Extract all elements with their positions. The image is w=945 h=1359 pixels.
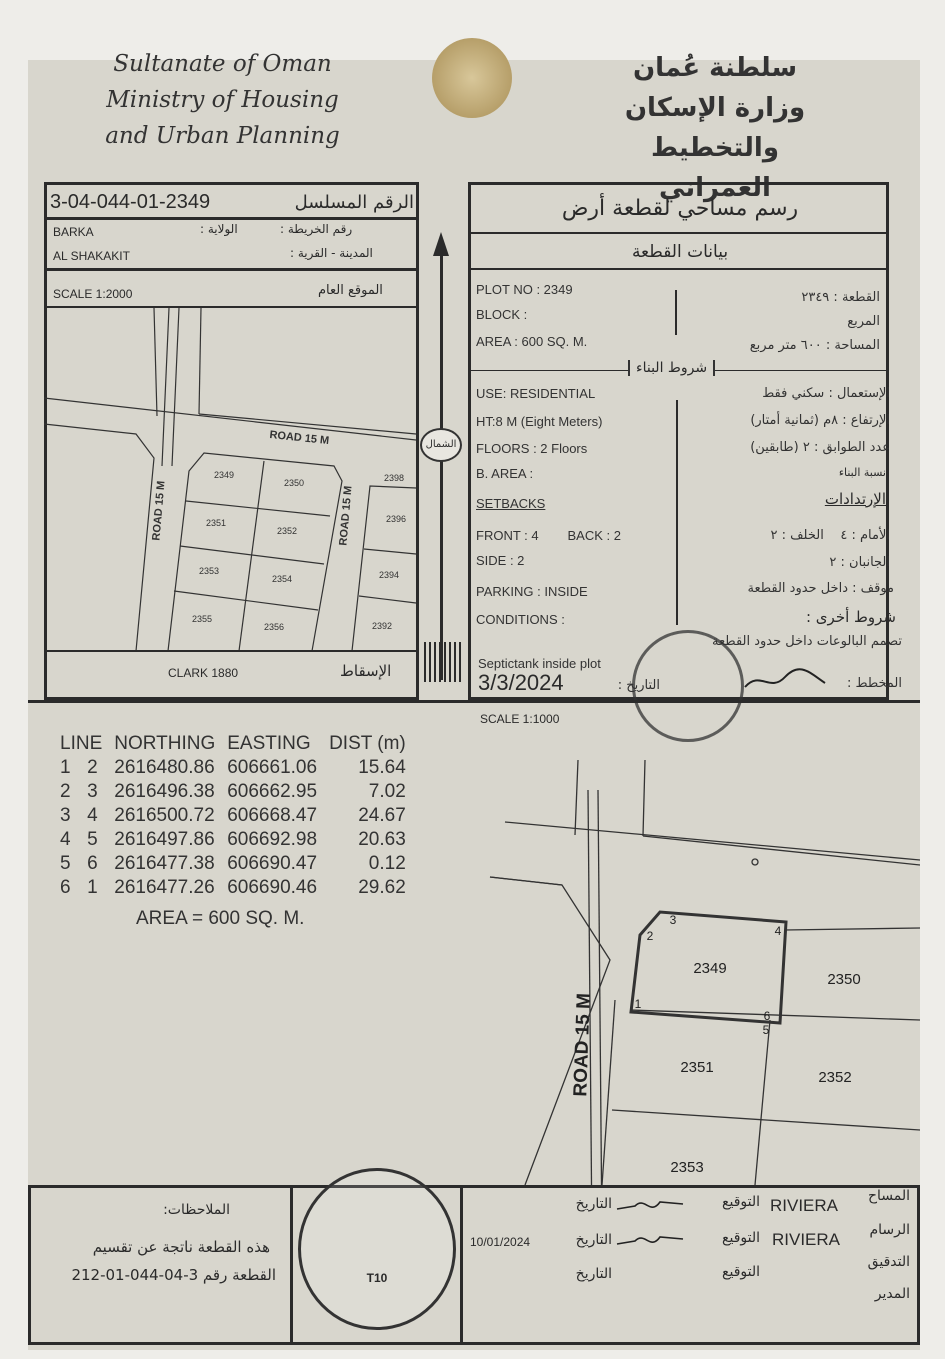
signature-label: التوقيع [722, 1194, 760, 1210]
plot-label: 2356 [263, 622, 285, 632]
cell: 3 [60, 805, 71, 826]
cell: 606692.98 [227, 829, 318, 850]
town-label: المدينة - القرية : [290, 246, 373, 260]
cell: 29.62 [358, 877, 406, 898]
plot-label: 2350 [283, 478, 305, 488]
table-row [54, 852, 412, 876]
cell: 0.12 [368, 853, 406, 874]
serial-number: 3-04-044-01-2349 [50, 190, 211, 213]
land-use: USE: RESIDENTIAL [476, 386, 596, 401]
notes-text: هذه القطعة ناتجة عن تقسيم [92, 1238, 270, 1256]
height-limit: HT:8 M (Eight Meters) [476, 414, 603, 429]
plot-line [612, 1110, 920, 1130]
plot-label: 2353 [670, 1159, 704, 1176]
plot-line [359, 596, 416, 603]
plot-line [785, 928, 920, 930]
plot-label: 2349 [693, 960, 727, 977]
notes-label: الملاحظات: [163, 1202, 230, 1218]
official-stamp [632, 630, 744, 742]
divider [468, 232, 889, 234]
plot-area: AREA : 600 SQ. M. [476, 334, 588, 349]
planner-signature [740, 665, 830, 695]
road-edge [199, 414, 416, 434]
date-label: التاريخ : [617, 678, 660, 693]
parking: PARKING : INSIDE [476, 584, 588, 599]
table-row [54, 780, 412, 804]
cell: 20.63 [358, 829, 406, 850]
cell: 2616480.86 [114, 757, 215, 778]
side-setback: SIDE : 2 [476, 553, 525, 568]
surveyor-name: RIVIERA [770, 1196, 839, 1215]
vertex-label: 1 [634, 997, 642, 1011]
road-edge [575, 760, 578, 835]
road-edge [199, 308, 201, 414]
table-row [54, 804, 412, 828]
planner-label: المخطط : [847, 676, 902, 691]
divider [44, 217, 419, 220]
floors-arabic: عدد الطوابق : ٢ (طابقين) [750, 440, 890, 455]
signature-label: التوقيع [722, 1230, 760, 1246]
road-edge [588, 790, 592, 1185]
vertex-label: 3 [669, 913, 677, 927]
projection-value: CLARK 1880 [168, 666, 239, 680]
cell: 2616500.72 [114, 805, 215, 826]
vertex-label: 2 [646, 929, 654, 943]
road-label: ROAD 15 M [150, 480, 168, 542]
road-edge [643, 760, 645, 836]
notes-text: القطعة رقم 3-04-044-01-212 [71, 1266, 276, 1284]
cell: 5 [60, 853, 71, 874]
plot-line [755, 1020, 770, 1185]
header-line: Ministry of Housing [106, 87, 339, 113]
plot-number-arabic: القطعة : ٢٣٤٩ [801, 290, 880, 305]
north-arrow-head-icon [433, 232, 449, 256]
septic-condition: Septictank inside plot [478, 656, 601, 671]
cell: 606690.47 [227, 853, 318, 874]
plot-label: 2351 [205, 518, 227, 528]
north-arrow-base-icon [424, 642, 462, 682]
road-edge [154, 308, 157, 416]
total-area: AREA = 600 SQ. M. [136, 908, 305, 929]
survey-point [752, 859, 758, 865]
location-map-label: الموقع العام [318, 283, 383, 298]
building-area: B. AREA : [476, 466, 534, 481]
drafter-label: الرسام [869, 1222, 910, 1238]
cell: 2 [87, 757, 98, 778]
road-label: ROAD 15 M [570, 992, 595, 1097]
cell: 3 [87, 781, 98, 802]
surveyor-signatures [615, 1194, 685, 1254]
planner-date: 3/3/2024 [478, 670, 564, 695]
divider [290, 1185, 293, 1345]
land-use-arabic: الإستعمال : سكني فقط [762, 386, 890, 401]
road-edge [172, 308, 179, 466]
divider [675, 290, 677, 335]
cell: 7.02 [368, 781, 406, 802]
plot-line [364, 549, 416, 554]
vertex-label: 6 [763, 1009, 771, 1023]
detail-plot-map [470, 740, 920, 1185]
parking-arabic: موقف : داخل حدود القطعة [747, 581, 894, 596]
conditions-label: CONDITIONS : [476, 612, 565, 627]
road-label: ROAD 15 M [337, 485, 355, 547]
header-line: وزارة الإسكان [624, 93, 806, 123]
column-header: LINE [60, 733, 103, 754]
divider [676, 400, 678, 625]
cell: 606668.47 [227, 805, 318, 826]
divider [44, 268, 419, 271]
cell: 15.64 [358, 757, 406, 778]
surveyor-label: المساح [867, 1188, 910, 1204]
cell: 2616496.38 [114, 781, 215, 802]
document-title: رسم مساحي لقطعة أرض [561, 196, 799, 221]
vertex-label: 5 [762, 1023, 770, 1037]
other-conditions-arabic: شروط أخرى : [805, 608, 896, 626]
plot-label: 2394 [378, 570, 400, 580]
setbacks-heading-arabic: الإرتدادات [824, 490, 886, 508]
header-line: and Urban Planning [105, 123, 340, 149]
plot-label: 2355 [191, 614, 213, 624]
plot-label: 2398 [383, 473, 405, 483]
plot-label: 2392 [371, 621, 393, 631]
plot-number: PLOT NO : 2349 [476, 282, 573, 297]
stamp-code: T10 [366, 1271, 388, 1285]
floors: FLOORS : 2 Floors [476, 441, 588, 456]
divider [28, 700, 920, 703]
date-label: التاريخ [575, 1196, 612, 1212]
setbacks-heading: SETBACKS [476, 496, 546, 511]
cell: 6 [87, 853, 98, 874]
detail-map-scale: SCALE 1:1000 [480, 712, 560, 726]
projection-label: الإسقاط [340, 662, 392, 680]
cell: 24.67 [358, 805, 406, 826]
plot-area-arabic: المساحة : ٦٠٠ متر مربع [749, 338, 880, 353]
table-header [54, 732, 412, 756]
road-edge [44, 398, 416, 440]
serial-label: الرقم المسلسل [294, 191, 414, 213]
town-value: AL SHAKAKIT [53, 249, 130, 263]
plot-label: 2353 [198, 566, 220, 576]
column-header: EASTING [227, 733, 311, 754]
cell: 1 [60, 757, 71, 778]
header-line: والتخطيط العمراني [651, 133, 779, 203]
plot-label: 2354 [271, 574, 293, 584]
column-header: DIST (m) [329, 733, 406, 754]
cell: 606690.46 [227, 877, 318, 898]
road-edge [643, 836, 920, 865]
header-line: سلطنة عُمان [632, 53, 798, 83]
cell: 4 [60, 829, 71, 850]
signature-label: التوقيع [722, 1264, 760, 1280]
septic-condition-arabic: تصمم البالوعات داخل حدود القطعة [712, 634, 902, 649]
manager-label: المدير [874, 1286, 910, 1302]
header-line: Sultanate of Oman [113, 51, 332, 77]
cell: 2616477.38 [114, 853, 215, 874]
wilayat-label: الولاية : [200, 222, 238, 236]
cell: 2616497.86 [114, 829, 215, 850]
cell: 5 [87, 829, 98, 850]
table-row [54, 756, 412, 780]
building-ratio-arabic: نسبة البناء [838, 466, 886, 479]
department-stamp [298, 1168, 456, 1330]
front-back-setbacks-arabic: الأمام : ٤ الخلف : ٢ [770, 528, 890, 543]
cell: 606662.95 [227, 781, 318, 802]
table-row [54, 876, 412, 900]
drafter-date: 10/01/2024 [470, 1235, 531, 1249]
road-edge [505, 822, 920, 860]
plot-label: 2352 [818, 1069, 852, 1086]
location-map-scale: SCALE 1:2000 [53, 287, 133, 301]
plot-label: 2396 [385, 514, 407, 524]
side-setback-arabic: الجانبان : ٢ [829, 555, 890, 570]
drafter-name: RIVIERA [772, 1230, 841, 1249]
plot-data-heading: بيانات القطعة [631, 242, 729, 262]
cell: 2616477.26 [114, 877, 215, 898]
road-edge [44, 424, 154, 651]
cell: 1 [87, 877, 98, 898]
north-label: الشمال [420, 428, 462, 462]
building-conditions-heading: شروط البناء [628, 360, 715, 376]
plot-line [602, 1000, 615, 1185]
height-limit-arabic: الإرتفاع : ٨م (ثمانية أمتار) [750, 413, 890, 428]
column-header: NORTHING [114, 733, 216, 754]
plot-label: 2350 [827, 971, 861, 988]
table-row [54, 828, 412, 852]
coordinates-table [54, 732, 412, 900]
plot-label: 2349 [213, 470, 235, 480]
cell: 2 [60, 781, 71, 802]
date-label: التاريخ [575, 1232, 612, 1248]
national-emblem-seal [432, 38, 512, 118]
location-map [44, 306, 419, 651]
plot-label: 2352 [276, 526, 298, 536]
date-label: التاريخ [575, 1266, 612, 1282]
wilayat-value: BARKA [53, 225, 94, 239]
map-number-label: رقم الخريطة : [280, 222, 353, 236]
cell: 4 [87, 805, 98, 826]
serial-row [50, 188, 414, 216]
block-label-arabic: المربع [847, 314, 880, 329]
road-label: ROAD 15 M [268, 428, 330, 448]
ministry-name-english [85, 46, 360, 154]
divider [460, 1185, 463, 1345]
checker-label: التدقيق [867, 1254, 910, 1270]
plot-label: 2351 [680, 1059, 714, 1076]
cell: 606661.06 [227, 757, 318, 778]
road-edge [162, 308, 169, 466]
block-label: BLOCK : [476, 307, 528, 322]
front-back-setbacks: FRONT : 4 BACK : 2 [476, 528, 621, 543]
vertex-label: 4 [774, 924, 782, 938]
divider [468, 268, 889, 270]
cell: 6 [60, 877, 71, 898]
divider [44, 650, 419, 652]
